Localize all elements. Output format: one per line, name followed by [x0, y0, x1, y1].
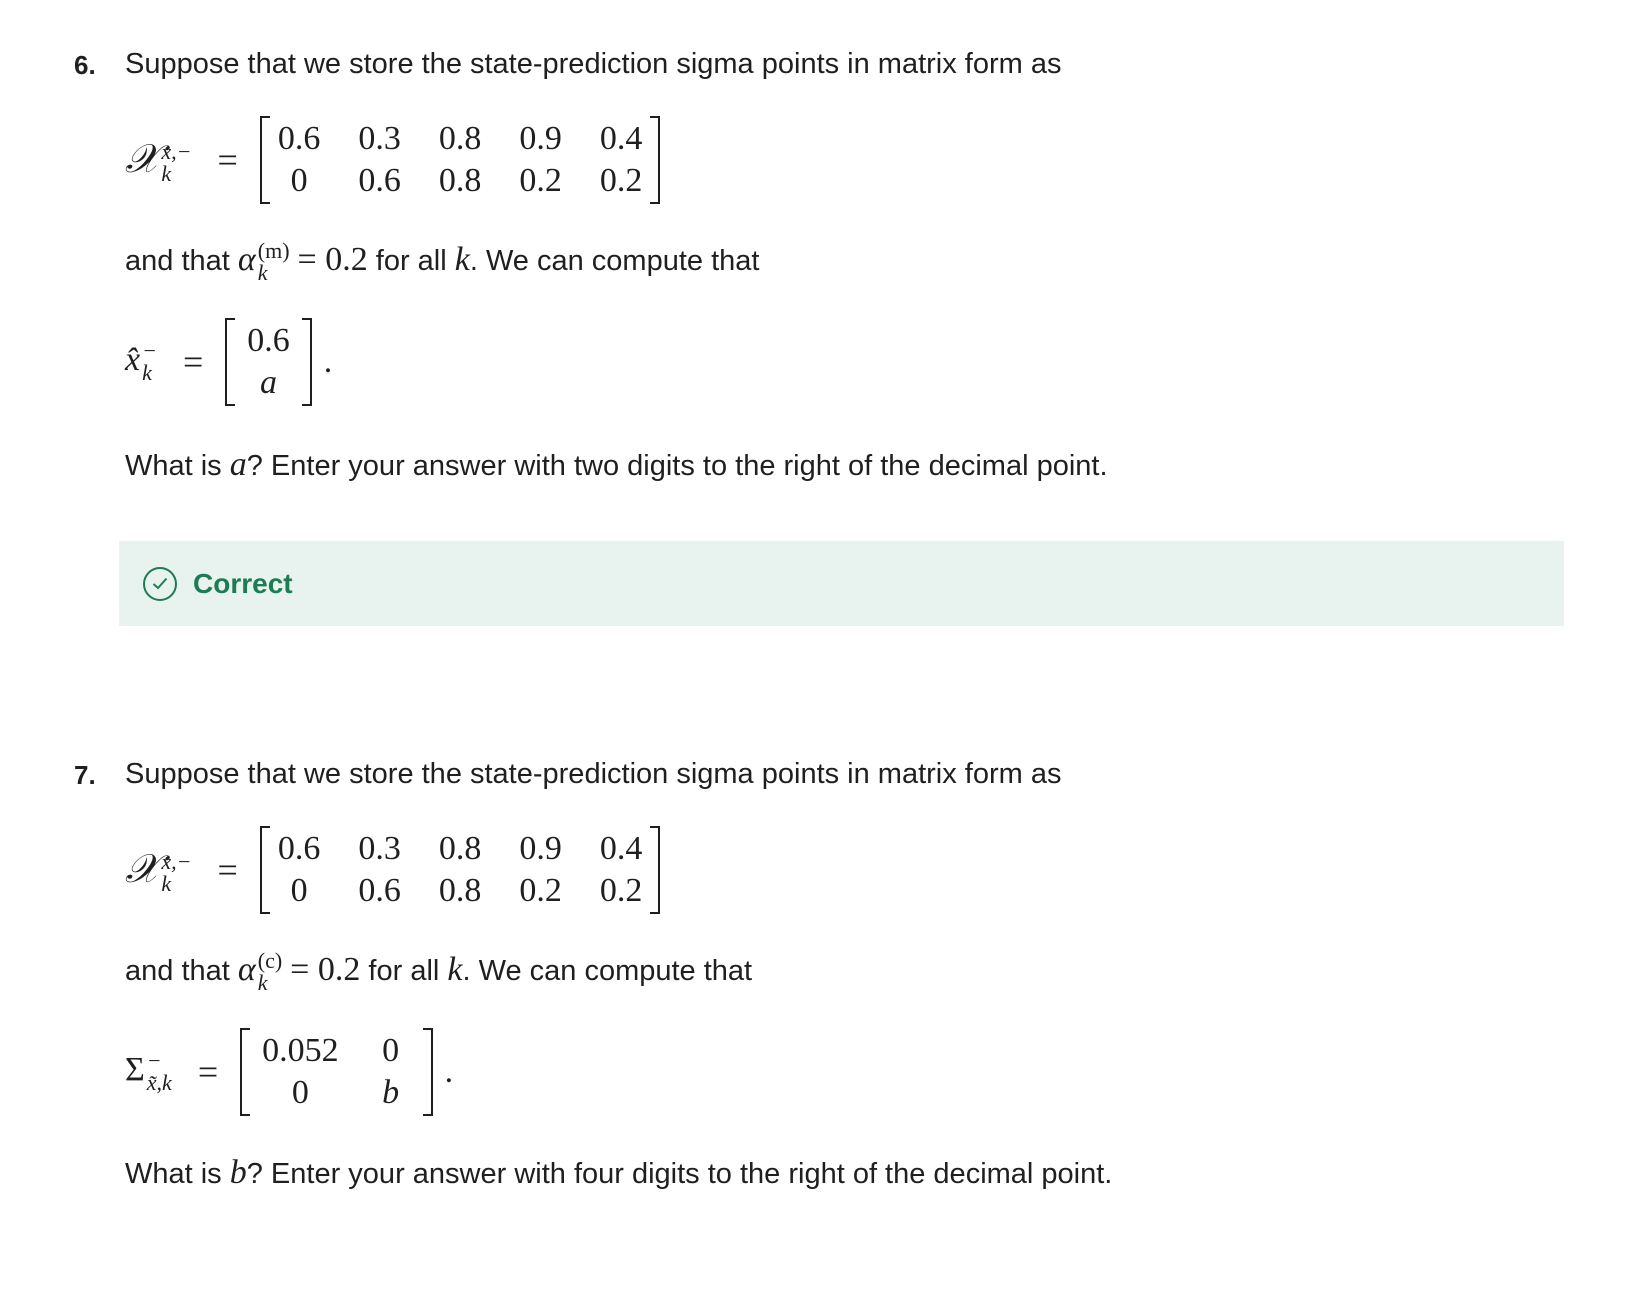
unknown-variable: b	[229, 1154, 247, 1191]
matrix-cell: 0.9	[519, 120, 562, 157]
state-estimate-equation	[125, 318, 332, 406]
feedback-status: Correct	[193, 567, 293, 599]
matrix-cell: 0.2	[599, 162, 643, 199]
text: What is	[125, 450, 222, 482]
matrix-cell: 0.2	[519, 162, 562, 199]
alpha-symbol: α (m) k	[237, 238, 290, 285]
question-number: 7.	[74, 760, 96, 790]
matrix-cell: 0.3	[358, 830, 401, 867]
matrix-cell: 0.2	[519, 872, 562, 909]
sigma-points-matrix	[260, 116, 661, 204]
matrix-cell: 0.9	[519, 830, 562, 867]
text: and that	[125, 954, 230, 987]
equals-sign: =	[182, 342, 204, 382]
sigma-points-symbol: 𝒳 x,− k	[125, 846, 192, 896]
alpha-value: = 0.2	[297, 240, 368, 278]
matrix-cell: 0.8	[438, 120, 482, 157]
sigma-points-symbol: 𝒳 x,− k	[125, 136, 192, 186]
check-circle-icon	[143, 567, 177, 601]
matrix-cell: 0.6	[277, 120, 321, 157]
matrix-cell: 0	[290, 872, 308, 909]
weight-statement	[125, 240, 759, 284]
matrix-cell: 0.6	[358, 162, 401, 199]
matrix-cell-unknown: a	[260, 364, 278, 401]
question-ask	[125, 446, 1108, 484]
trailing-period: .	[323, 343, 333, 380]
sigma-points-matrix	[260, 826, 661, 914]
matrix-cell: 0	[290, 162, 308, 199]
matrix-cell: 0	[291, 1074, 309, 1111]
text: for all	[375, 244, 447, 277]
text: ? Enter your answer with two digits to the right of the decimal point.	[246, 450, 1108, 482]
matrix-cell: 0.6	[358, 872, 401, 909]
equals-sign: =	[217, 850, 238, 890]
matrix-cell: 0.4	[599, 120, 643, 157]
matrix-cell: 0.8	[438, 872, 482, 909]
text: . We can compute that	[462, 954, 753, 987]
question-intro: Suppose that we store the state-prediction sigma points in matrix form as	[125, 758, 1062, 790]
text: and that	[125, 244, 230, 277]
k-symbol: k	[447, 950, 463, 988]
matrix-cell: 0.4	[599, 830, 643, 867]
weight-statement	[125, 950, 752, 994]
matrix-cell: 0.3	[358, 120, 401, 157]
text: ? Enter your answer with four digits to the right of the decimal point.	[246, 1158, 1113, 1190]
k-symbol: k	[454, 240, 470, 278]
matrix-cell: 0	[382, 1032, 400, 1069]
equals-sign: =	[197, 1052, 219, 1092]
alpha-symbol: α (c) k	[237, 948, 283, 995]
question-intro: Suppose that we store the state-prediction sigma points in matrix form as	[125, 48, 1062, 80]
trailing-period: .	[444, 1053, 454, 1090]
alpha-value: = 0.2	[290, 950, 361, 988]
matrix-cell: 0.8	[438, 830, 482, 867]
covariance-matrix	[240, 1028, 433, 1116]
feedback-banner	[119, 541, 1564, 626]
text: . We can compute that	[469, 244, 760, 277]
matrix-cell: 0.052	[262, 1032, 339, 1069]
matrix-cell: 0.2	[599, 872, 643, 909]
state-estimate-matrix	[225, 318, 312, 406]
matrix-cell: 0.6	[277, 830, 321, 867]
matrix-cell-unknown: b	[382, 1074, 400, 1111]
text: What is	[125, 1158, 222, 1190]
covariance-symbol: Σ − x̃,k	[125, 1048, 172, 1095]
sigma-points-equation	[125, 116, 660, 204]
question-number: 6.	[74, 50, 96, 80]
unknown-variable: a	[229, 446, 247, 483]
sigma-points-equation	[125, 826, 660, 914]
covariance-equation	[125, 1028, 453, 1116]
text: for all	[368, 954, 440, 987]
matrix-cell: 0.8	[438, 162, 482, 199]
question-ask	[125, 1154, 1112, 1192]
equals-sign: =	[217, 140, 238, 180]
matrix-cell: 0.6	[247, 322, 290, 359]
state-estimate-symbol: x̂ − k	[125, 338, 157, 385]
